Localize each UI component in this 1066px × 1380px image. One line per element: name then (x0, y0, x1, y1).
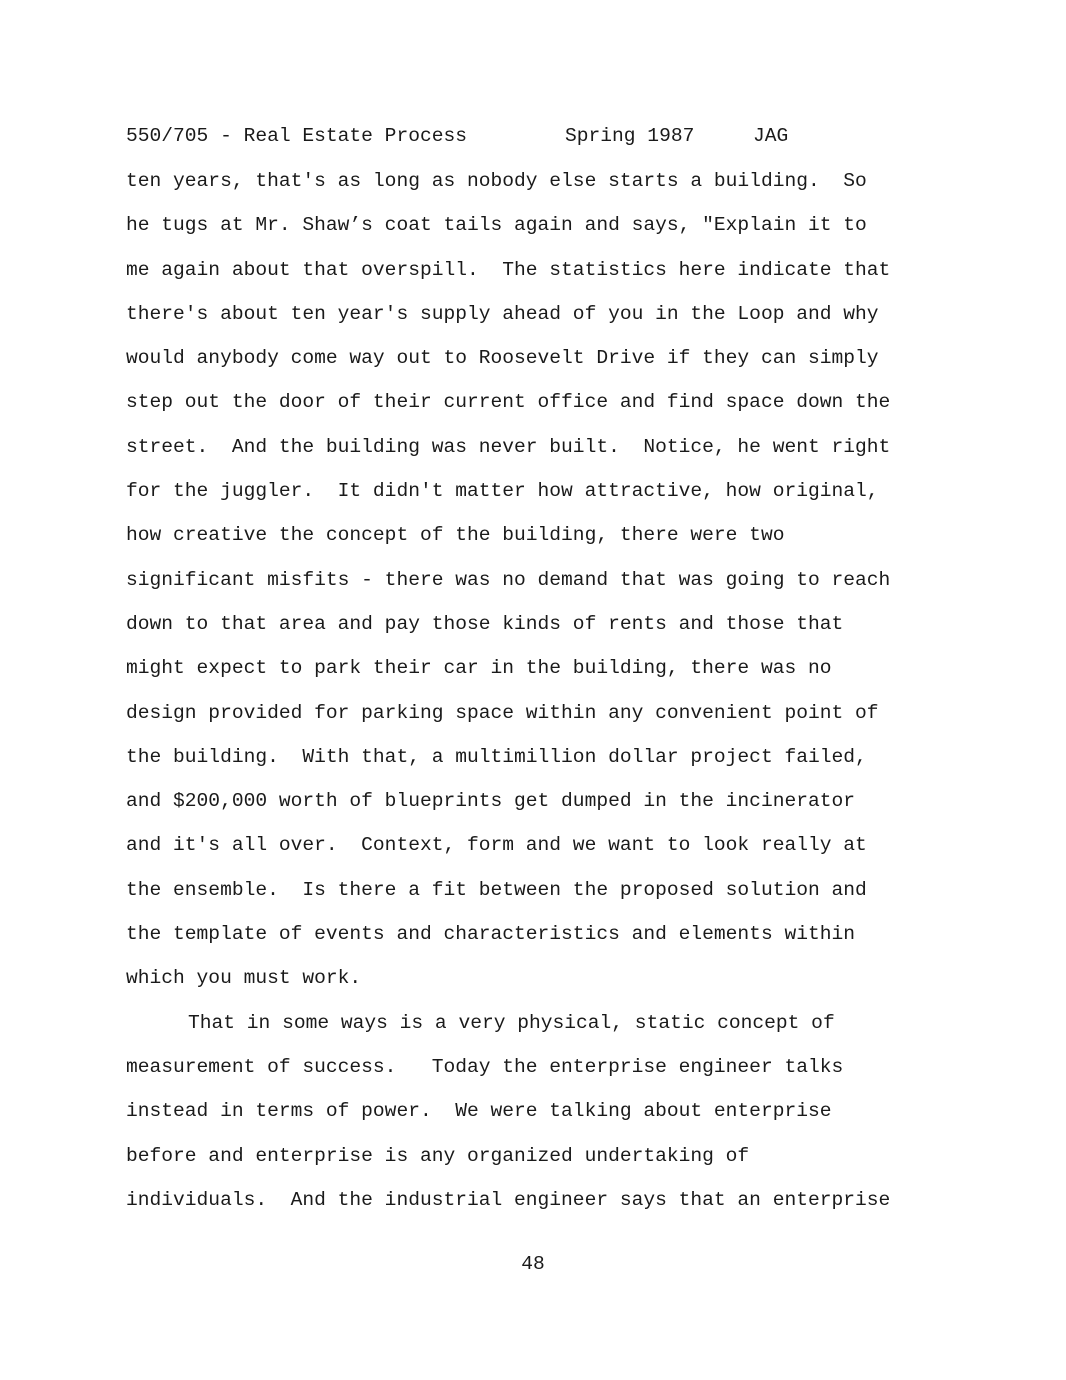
paragraph-first-line: That in some ways is a very physical, static concept of (188, 1011, 835, 1034)
text-line: ten years, that's as long as nobody else starts a building. So (126, 170, 867, 192)
text-line: how creative the concept of the building, there were two (126, 524, 785, 547)
text-line: individuals. And the industrial engineer says that an enterprise (126, 1188, 891, 1211)
text-line: instead in terms of power. We were talking about enterprise (126, 1100, 832, 1123)
text-line: the building. With that, a multimillion dollar project failed, (126, 745, 867, 768)
text-line: would anybody come way out to Roosevelt Drive if they can simply (126, 347, 879, 370)
text-line: me again about that overspill. The statistics here indicate that (126, 258, 891, 281)
page-number: 48 (521, 1253, 545, 1275)
text-line: and $200,000 worth of blueprints get dumped in the incinerator (126, 790, 856, 813)
text-line: measurement of success. Today the enterprise engineer talks (126, 1055, 844, 1078)
text-line: there's about ten year's supply ahead of you in the Loop and why (126, 302, 879, 325)
text-line: and it's all over. Context, form and we want to look really at (126, 834, 867, 857)
text-line: street. And the building was never built. Notice, he went right (126, 435, 891, 458)
text-line: design provided for parking space within any convenient point of (126, 701, 879, 724)
text-line: before and enterprise is any organized undertaking of (126, 1144, 750, 1167)
header-course-title: 550/705 - Real Estate Process (126, 125, 467, 147)
text-line: he tugs at Mr. Shaw’s coat tails again and says, "Explain it to (126, 214, 867, 237)
text-line: might expect to park their car in the building, there was no (126, 657, 832, 680)
header-initials: JAG (753, 125, 789, 147)
text-line: for the juggler. It didn't matter how attractive, how original, (126, 480, 879, 503)
text-line: the template of events and characteristics and elements within (126, 923, 856, 946)
text-line: the ensemble. Is there a fit between the proposed solution and (126, 878, 867, 901)
page-header (126, 124, 789, 148)
header-term: Spring 1987 (565, 125, 695, 147)
text-line: which you must work. (126, 967, 362, 990)
text-line: step out the door of their current office and find space down the (126, 391, 891, 414)
transcript-body (126, 169, 956, 1232)
text-line: down to that area and pay those kinds of rents and those that (126, 612, 844, 635)
text-line: significant misfits - there was no demand that was going to reach (126, 568, 891, 591)
